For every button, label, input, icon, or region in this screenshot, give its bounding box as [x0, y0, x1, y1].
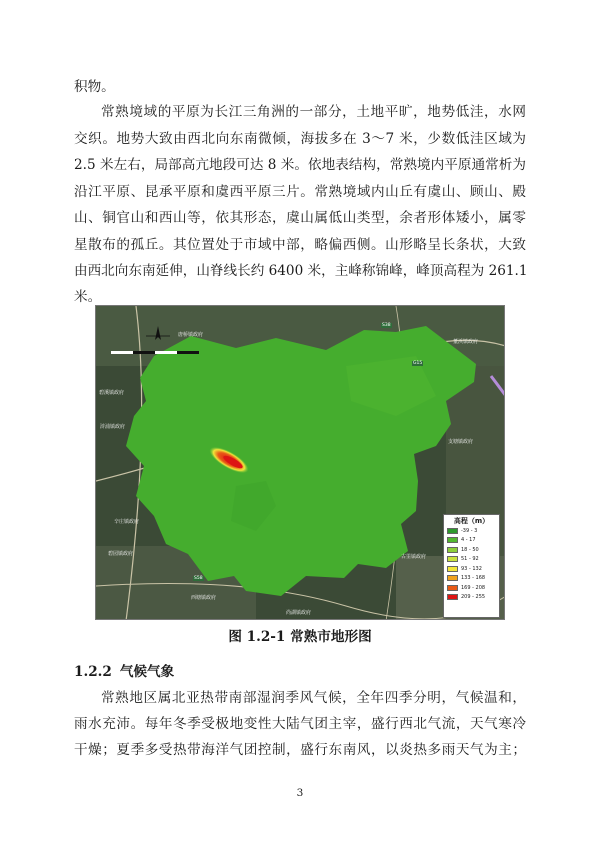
map-label: 碧溪镇政府 [99, 390, 125, 396]
legend-item [447, 536, 499, 546]
legend-range: 209 - 255 [461, 594, 486, 601]
elevation-legend [443, 514, 500, 618]
legend-swatch [447, 537, 458, 543]
legend-item [447, 564, 499, 574]
page-number: 3 [296, 787, 304, 799]
text-line: 干燥；夏季多受热带海洋气团控制，盛行东南风，以炎热多雨天气为主； [74, 742, 526, 758]
scale-bar [111, 351, 133, 354]
legend-range: 4 - 17 [461, 537, 476, 544]
legend-range: 18 - 50 [461, 546, 479, 553]
legend-item [447, 593, 499, 603]
legend-range: 169 - 208 [461, 584, 486, 591]
legend-item [447, 526, 499, 536]
text-line: 2.5 米左右，局部高亢地段可达 8 米。依地表结构，常熟境内平原通常析为 [74, 157, 526, 173]
map-label: 尚湖镇政府 [286, 610, 312, 616]
text-line: 积物。 [74, 79, 115, 95]
legend-range: 93 - 132 [461, 565, 482, 572]
map-label: 古里镇政府 [401, 554, 427, 560]
text-line: 山、铜官山和西山等，依其形态，虞山属低山类型，余者形体矮小，属零 [74, 210, 526, 226]
text-line: 沿江平原、昆承平原和虞西平原三片。常熟境域内山丘有虞山、顾山、殿 [74, 184, 526, 200]
section-heading [74, 664, 174, 680]
legend-item [447, 574, 499, 584]
map-label: 浒浦镇政府 [100, 424, 126, 430]
section-title: 气候气象 [119, 664, 175, 680]
legend-swatch [447, 556, 458, 562]
map-label: 支塘镇政府 [448, 439, 474, 445]
road-sign: S58 [194, 576, 203, 581]
map-label: 董浜镇政府 [453, 339, 479, 345]
legend-swatch [447, 575, 458, 581]
road-sign: G15 [413, 361, 423, 366]
legend-range: -39 - 3 [461, 527, 478, 534]
legend-swatch [447, 594, 458, 600]
legend-swatch [447, 528, 458, 534]
road-sign: S38 [382, 323, 391, 328]
text-line: 雨水充沛。每年冬季受极地变性大陆气团主宰，盛行西北气流，天气寒冷 [74, 716, 526, 732]
map-label: 唐桥镇政府 [178, 332, 204, 338]
text-line: 常熟境域的平原为长江三角洲的一部分，土地平旷，地势低洼，水网 [101, 104, 526, 120]
text-line: 米。 [74, 289, 102, 305]
section-number: 1.2.2 [74, 664, 112, 680]
legend-title: 高程（m） [453, 517, 490, 525]
text-line: 常熟地区属北亚热带南部湿润季风气候，全年四季分明，气候温和， [101, 690, 526, 706]
text-line: 星散布的孤丘。其位置处于市域中部，略偏西侧。山形略呈长条状，大致 [74, 237, 526, 253]
legend-swatch [447, 566, 458, 572]
map-label: 西塘镇政府 [191, 595, 217, 601]
legend-range: 51 - 92 [461, 556, 479, 563]
map-label: 碧园镇政府 [108, 551, 134, 557]
map-label: 辛庄镇政府 [114, 519, 140, 525]
text-line: 由西北向东南延伸，山脊线长约 6400 米，主峰称锦峰，峰顶高程为 261.1 [74, 263, 528, 279]
legend-item [447, 555, 499, 565]
legend-swatch [447, 585, 458, 591]
legend-range: 133 - 168 [461, 575, 486, 582]
legend-item [447, 545, 499, 555]
legend-swatch [447, 547, 458, 553]
text-line: 交织。地势大致由西北向东南微倾，海拔多在 3～7 米，少数低洼区域为 [74, 131, 526, 147]
legend-item [447, 583, 499, 593]
figure-caption: 图 1.2-1 常熟市地形图 [228, 629, 372, 645]
